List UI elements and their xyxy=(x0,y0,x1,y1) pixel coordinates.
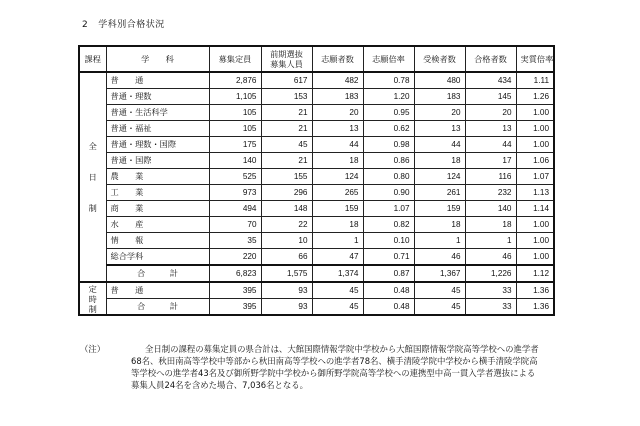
applicants-cell: 45 xyxy=(312,282,363,299)
passed-cell: 44 xyxy=(465,137,516,153)
header-course: 課程 xyxy=(79,46,106,72)
footnote-line: 68名、秋田南高等学校中等部から秋田南高等学校への進学者78名、横手清陵学院中学校から横手清陵学院高 xyxy=(131,356,538,366)
subject-cell: 普通・理数 xyxy=(106,89,209,105)
section-title-text: 学科別合格状況 xyxy=(98,20,165,30)
table-row xyxy=(79,72,554,89)
applicants-cell: 265 xyxy=(312,185,363,201)
subject-cell: 普通・国際 xyxy=(106,153,209,169)
capacity-cell: 140 xyxy=(209,153,261,169)
application-ratio-cell: 0.95 xyxy=(363,105,414,121)
total-application-ratio-cell: 0.87 xyxy=(363,265,414,282)
total-early-cell: 93 xyxy=(261,299,312,316)
examinees-cell: 18 xyxy=(414,153,465,169)
application-ratio-cell: 1.20 xyxy=(363,89,414,105)
table-row xyxy=(79,169,554,185)
passed-cell: 140 xyxy=(465,201,516,217)
subject-cell: 普通・福祉 xyxy=(106,121,209,137)
applicants-cell: 482 xyxy=(312,72,363,89)
total-capacity-cell: 6,823 xyxy=(209,265,261,282)
early-cell: 155 xyxy=(261,169,312,185)
passed-cell: 17 xyxy=(465,153,516,169)
course-char: 制 xyxy=(88,303,97,314)
table-row xyxy=(79,105,554,121)
application-ratio-cell: 0.80 xyxy=(363,169,414,185)
header-passed: 合格者数 xyxy=(465,46,516,72)
capacity-cell: 35 xyxy=(209,233,261,249)
early-cell: 21 xyxy=(261,105,312,121)
actual-ratio-cell: 1.11 xyxy=(516,72,554,89)
application-ratio-cell: 0.78 xyxy=(363,72,414,89)
early-cell: 45 xyxy=(261,137,312,153)
subject-cell: 商 業 xyxy=(106,201,209,217)
early-cell: 93 xyxy=(261,282,312,299)
application-ratio-cell: 0.98 xyxy=(363,137,414,153)
capacity-cell: 105 xyxy=(209,105,261,121)
total-applicants-cell: 45 xyxy=(312,299,363,316)
section-title xyxy=(82,17,165,30)
total-early-cell: 1,575 xyxy=(261,265,312,282)
header-examinees: 受検者数 xyxy=(414,46,465,72)
examinees-cell: 18 xyxy=(414,217,465,233)
subject-cell: 工 業 xyxy=(106,185,209,201)
early-cell: 153 xyxy=(261,89,312,105)
header-early-line1: 前期選抜 xyxy=(270,49,303,59)
early-cell: 148 xyxy=(261,201,312,217)
footnote-body xyxy=(131,343,560,391)
total-label: 合 計 xyxy=(106,265,209,282)
header-subject: 学 科 xyxy=(106,46,209,72)
early-cell: 296 xyxy=(261,185,312,201)
table-row xyxy=(79,233,554,249)
passed-cell: 46 xyxy=(465,249,516,266)
course-char: 全 xyxy=(88,140,97,151)
examinees-cell: 20 xyxy=(414,105,465,121)
early-cell: 22 xyxy=(261,217,312,233)
examinees-cell: 1 xyxy=(414,233,465,249)
table-row xyxy=(79,89,554,105)
subject-cell: 総合学科 xyxy=(106,249,209,266)
total-capacity-cell: 395 xyxy=(209,299,261,316)
applicants-cell: 18 xyxy=(312,153,363,169)
table-row xyxy=(79,137,554,153)
table-row xyxy=(79,185,554,201)
total-passed-cell: 33 xyxy=(465,299,516,316)
header-applicants: 志願者数 xyxy=(312,46,363,72)
table-row xyxy=(79,282,554,299)
capacity-cell: 395 xyxy=(209,282,261,299)
header-early-selection xyxy=(261,46,312,72)
applicants-cell: 124 xyxy=(312,169,363,185)
passed-cell: 1 xyxy=(465,233,516,249)
subject-cell: 農 業 xyxy=(106,169,209,185)
subject-cell: 水 産 xyxy=(106,217,209,233)
total-examinees-cell: 45 xyxy=(414,299,465,316)
course-cell-parttime xyxy=(79,282,106,315)
capacity-cell: 1,105 xyxy=(209,89,261,105)
early-cell: 66 xyxy=(261,249,312,266)
applicants-cell: 18 xyxy=(312,217,363,233)
applicants-cell: 44 xyxy=(312,137,363,153)
total-application-ratio-cell: 0.48 xyxy=(363,299,414,316)
table-row xyxy=(79,217,554,233)
passed-cell: 145 xyxy=(465,89,516,105)
header-capacity: 募集定員 xyxy=(209,46,261,72)
total-row xyxy=(79,265,554,282)
total-row xyxy=(79,299,554,316)
footnote-line: 募集人員24名を含めた場合、7,036名となる。 xyxy=(131,380,309,390)
examinees-cell: 261 xyxy=(414,185,465,201)
passed-cell: 33 xyxy=(465,282,516,299)
header-application-ratio: 志願倍率 xyxy=(363,46,414,72)
passed-cell: 232 xyxy=(465,185,516,201)
course-cell-fullday xyxy=(79,72,106,282)
header-early-line2: 募集人員 xyxy=(270,59,303,69)
early-cell: 21 xyxy=(261,121,312,137)
early-cell: 617 xyxy=(261,72,312,89)
early-cell: 10 xyxy=(261,233,312,249)
section-number: 2 xyxy=(82,20,89,30)
results-table xyxy=(78,45,555,316)
passed-cell: 13 xyxy=(465,121,516,137)
capacity-cell: 220 xyxy=(209,249,261,266)
applicants-cell: 13 xyxy=(312,121,363,137)
examinees-cell: 44 xyxy=(414,137,465,153)
applicants-cell: 47 xyxy=(312,249,363,266)
actual-ratio-cell: 1.07 xyxy=(516,169,554,185)
capacity-cell: 105 xyxy=(209,121,261,137)
examinees-cell: 480 xyxy=(414,72,465,89)
passed-cell: 434 xyxy=(465,72,516,89)
footnote-line-text: 全日制の課程の募集定員の県合計は、大館国際情報学院中学校から大館国際情報学院高等学校への進学者 xyxy=(145,344,539,354)
application-ratio-cell: 0.82 xyxy=(363,217,414,233)
course-char: 制 xyxy=(88,202,97,213)
capacity-cell: 70 xyxy=(209,217,261,233)
capacity-cell: 175 xyxy=(209,137,261,153)
application-ratio-cell: 0.90 xyxy=(363,185,414,201)
footnote-line: 等学校への進学者43名及び御所野学院中学校から御所野学院高等学校への連携型中高一貫入学者選抜による xyxy=(131,368,536,378)
capacity-cell: 525 xyxy=(209,169,261,185)
total-examinees-cell: 1,367 xyxy=(414,265,465,282)
course-char: 日 xyxy=(88,171,97,182)
examinees-cell: 159 xyxy=(414,201,465,217)
actual-ratio-cell: 1.14 xyxy=(516,201,554,217)
passed-cell: 18 xyxy=(465,217,516,233)
examinees-cell: 46 xyxy=(414,249,465,266)
subject-cell: 情 報 xyxy=(106,233,209,249)
total-applicants-cell: 1,374 xyxy=(312,265,363,282)
actual-ratio-cell: 1.13 xyxy=(516,185,554,201)
actual-ratio-cell: 1.00 xyxy=(516,233,554,249)
application-ratio-cell: 0.62 xyxy=(363,121,414,137)
examinees-cell: 183 xyxy=(414,89,465,105)
subject-cell: 普通・理数・国際 xyxy=(106,137,209,153)
total-label: 合 計 xyxy=(106,299,209,316)
capacity-cell: 494 xyxy=(209,201,261,217)
subject-cell: 普 通 xyxy=(106,72,209,89)
header-row xyxy=(79,46,554,72)
actual-ratio-cell: 1.26 xyxy=(516,89,554,105)
total-actual-ratio-cell: 1.36 xyxy=(516,299,554,316)
application-ratio-cell: 0.48 xyxy=(363,282,414,299)
course-char: 時 xyxy=(88,293,97,304)
passed-cell: 116 xyxy=(465,169,516,185)
application-ratio-cell: 0.10 xyxy=(363,233,414,249)
actual-ratio-cell: 1.00 xyxy=(516,249,554,266)
footnote-mark: （注） xyxy=(80,344,106,354)
examinees-cell: 124 xyxy=(414,169,465,185)
examinees-cell: 13 xyxy=(414,121,465,137)
application-ratio-cell: 1.07 xyxy=(363,201,414,217)
table-row xyxy=(79,249,554,266)
examinees-cell: 45 xyxy=(414,282,465,299)
header-actual-ratio: 実質倍率 xyxy=(516,46,554,72)
capacity-cell: 2,876 xyxy=(209,72,261,89)
actual-ratio-cell: 1.00 xyxy=(516,105,554,121)
footnote-line xyxy=(131,343,560,355)
actual-ratio-cell: 1.00 xyxy=(516,217,554,233)
application-ratio-cell: 0.86 xyxy=(363,153,414,169)
subject-cell: 普通・生活科学 xyxy=(106,105,209,121)
total-actual-ratio-cell: 1.12 xyxy=(516,265,554,282)
actual-ratio-cell: 1.00 xyxy=(516,121,554,137)
passed-cell: 20 xyxy=(465,105,516,121)
applicants-cell: 159 xyxy=(312,201,363,217)
actual-ratio-cell: 1.06 xyxy=(516,153,554,169)
table-row xyxy=(79,153,554,169)
applicants-cell: 183 xyxy=(312,89,363,105)
actual-ratio-cell: 1.00 xyxy=(516,137,554,153)
application-ratio-cell: 0.71 xyxy=(363,249,414,266)
total-passed-cell: 1,226 xyxy=(465,265,516,282)
applicants-cell: 1 xyxy=(312,233,363,249)
applicants-cell: 20 xyxy=(312,105,363,121)
footnote xyxy=(80,343,560,391)
table-row xyxy=(79,121,554,137)
early-cell: 21 xyxy=(261,153,312,169)
capacity-cell: 973 xyxy=(209,185,261,201)
subject-cell: 普 通 xyxy=(106,282,209,299)
course-char: 定 xyxy=(88,283,97,294)
actual-ratio-cell: 1.36 xyxy=(516,282,554,299)
table-row xyxy=(79,201,554,217)
